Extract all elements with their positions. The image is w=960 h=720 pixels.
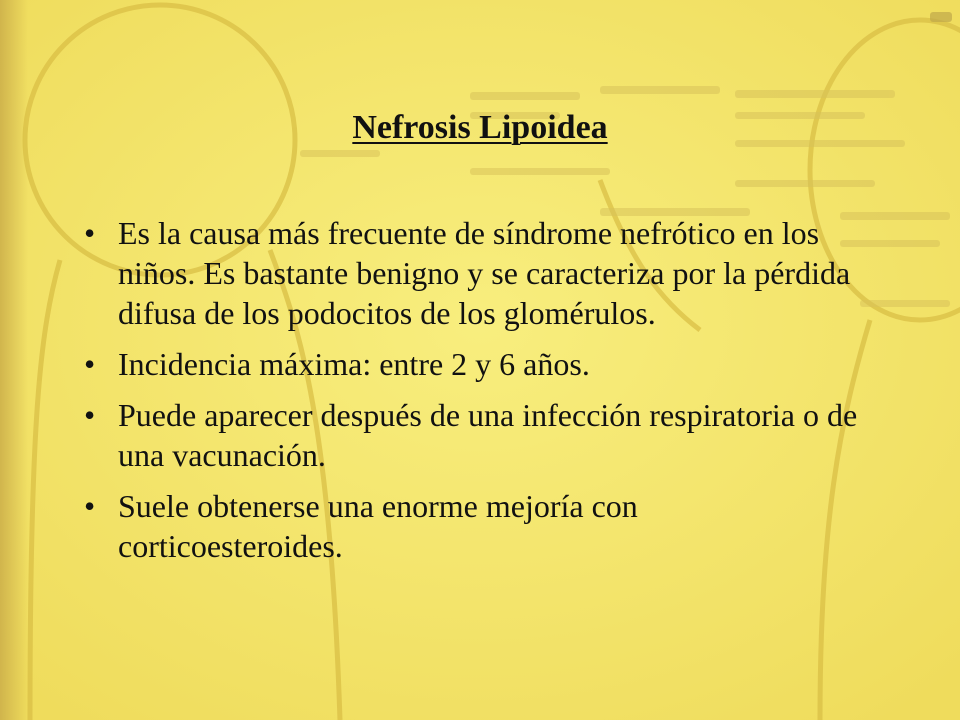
bullet-icon: • [84, 397, 96, 433]
bullet-text: Es la causa más frecuente de síndrome nefrótico en los niños. Es bastante benigno y se caracteriza por la pérdida difusa de los podocitos de los glomérulos. [118, 215, 851, 331]
bullet-text: Puede aparecer después de una infección respiratoria o de una vacunación. [118, 397, 858, 473]
bullet-text: Suele obtenerse una enorme mejoría con corticoesteroides. [118, 488, 638, 564]
list-item [78, 486, 868, 566]
bullet-icon: • [84, 346, 96, 382]
bullet-icon: • [84, 488, 96, 524]
bullet-text: Incidencia máxima: entre 2 y 6 años. [118, 346, 590, 382]
list-item [78, 395, 868, 475]
list-item [78, 344, 868, 384]
bullet-list [78, 213, 868, 577]
bullet-icon: • [84, 215, 96, 251]
slide-title: Nefrosis Lipoidea [352, 109, 608, 146]
list-item [78, 213, 868, 333]
